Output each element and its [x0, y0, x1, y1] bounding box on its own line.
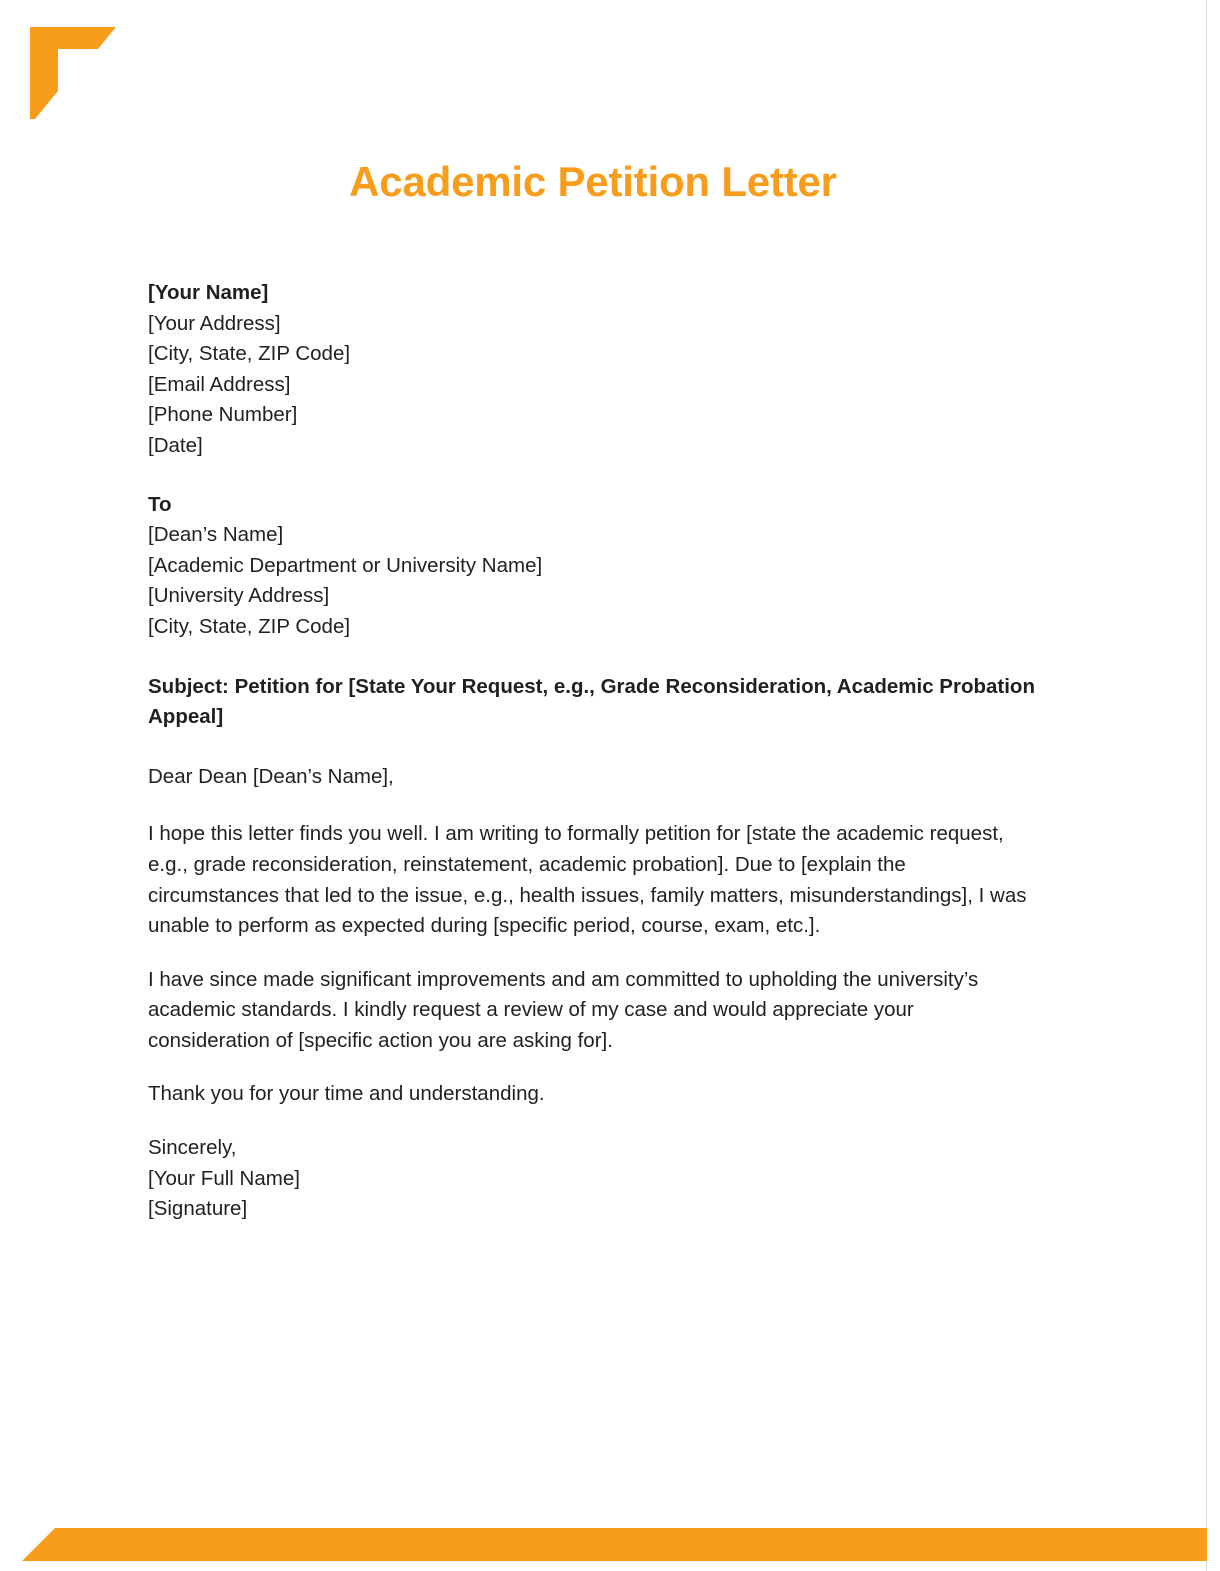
sender-name: [Your Name] [148, 281, 269, 304]
body-paragraph-3: Thank you for your time and understanding. [148, 1082, 545, 1106]
letter-body [148, 278, 1038, 1225]
sender-address: [Your Address] [148, 311, 281, 335]
recipient-city-state-zip: [City, State, ZIP Code] [148, 614, 351, 638]
salutation-line: Dear Dean [Dean’s Name], [148, 764, 394, 788]
body-paragraph-1: I hope this letter finds you well. I am writing to formally petition for [state the academic request, e.g., grade reconsideration, reinstatement, academic probation]. Due to [explain the circumstances that led to the issue, e.g., health issues, family matters, misunderstandings], I was unable to perform as expected during [specific period, course, exam, etc.]. [148, 822, 1027, 938]
closing-signature: [Signature] [148, 1197, 248, 1221]
sender-email: [Email Address] [148, 372, 291, 396]
sender-phone: [Phone Number] [148, 403, 298, 427]
closing-full-name: [Your Full Name] [148, 1166, 300, 1190]
recipient-label: To [148, 492, 172, 516]
sender-date: [Date] [148, 433, 203, 457]
page-right-gutter [1207, 0, 1220, 1571]
closing-block [148, 1133, 1038, 1225]
recipient-department: [Academic Department or University Name] [148, 553, 543, 577]
sender-address-block [148, 278, 1038, 462]
recipient-address: [University Address] [148, 584, 330, 608]
recipient-address-block [148, 490, 1038, 643]
recipient-dean-name: [Dean’s Name] [148, 523, 284, 547]
sender-city-state-zip: [City, State, ZIP Code] [148, 342, 351, 366]
page-title: Academic Petition Letter [349, 158, 837, 205]
body-paragraph-2: I have since made significant improvements and am committed to upholding the university’s academic standards. I kindly request a review of my case and would appreciate your consideration of [specific action you are asking for]. [148, 967, 979, 1052]
corner-bracket-icon [30, 27, 116, 119]
subject-line: Subject: Petition for [State Your Request, e.g., Grade Reconsideration, Academic Probation Appeal] [148, 674, 1035, 729]
closing-valediction: Sincerely, [148, 1136, 237, 1160]
footer-bar-decoration [0, 1528, 1207, 1561]
